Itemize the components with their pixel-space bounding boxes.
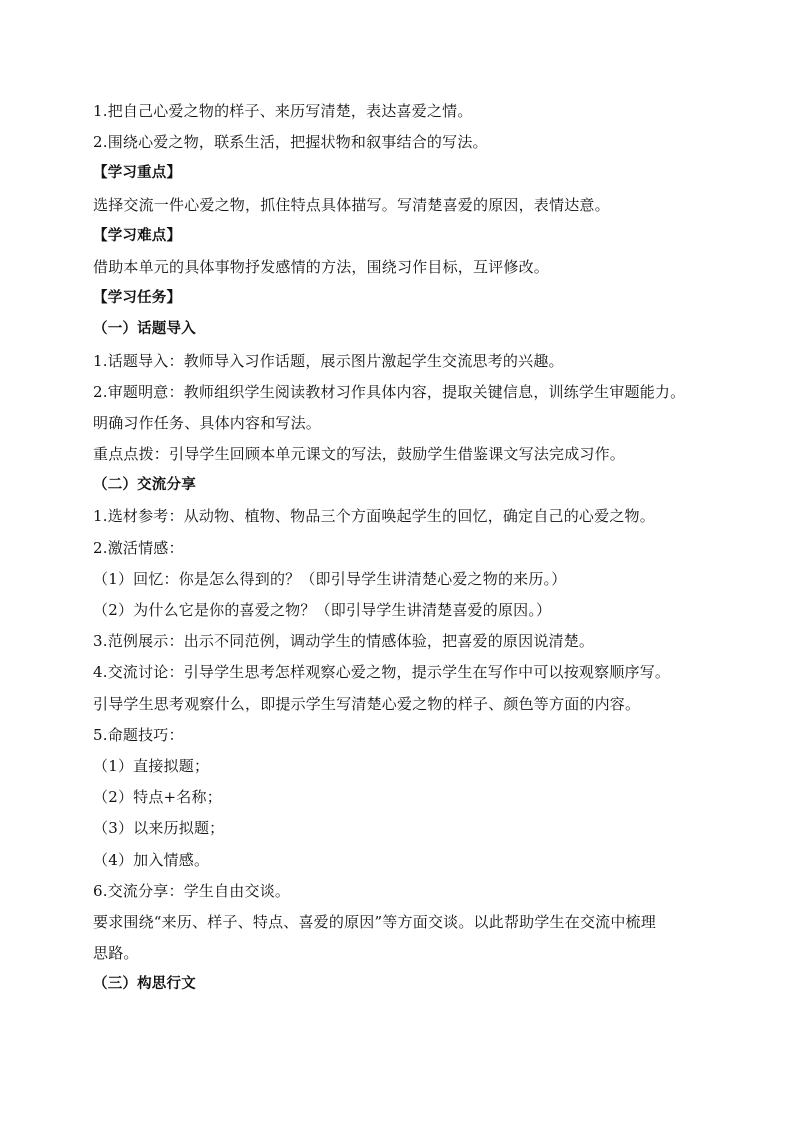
- section-2-item: 3.范例展示：出示不同范例，调动学生的情感体验，把喜爱的原因说清楚。: [93, 632, 595, 651]
- section-2-item: （2）为什么它是你的喜爱之物？（即引导学生讲清楚喜爱的原因。）: [93, 601, 552, 619]
- section-2-item: （1）直接拟题；: [93, 756, 210, 775]
- objective-2: 2.围绕心爱之物，联系生活，把握状物和叙事结合的写法。: [93, 133, 488, 152]
- section-2-item: 1.选材参考：从动物、植物、物品三个方面唤起学生的回忆，确定自己的心爱之物。: [93, 507, 655, 526]
- section-3-title: （三）构思行文: [93, 976, 196, 993]
- section-2-item: 2.激活情感：: [93, 538, 184, 557]
- section-2-item: （2）特点+名称；: [93, 788, 222, 807]
- section-2-item: 5.命题技巧：: [93, 725, 184, 744]
- section-2-item: 6.交流分享：学生自由交谈。: [93, 881, 291, 900]
- objective-1: 1.把自己心爱之物的样子、来历写清楚，表达喜爱之情。: [93, 102, 473, 120]
- key-points-text: 选择交流一件心爱之物，抓住特点具体描写。写清楚喜爱的原因，表情达意。: [93, 195, 610, 214]
- key-points-heading: 【学习重点】: [93, 165, 182, 182]
- section-1-item: 明确习作任务、具体内容和写法。: [93, 413, 322, 432]
- section-2-item: （4）加入情感。: [93, 850, 210, 869]
- section-2-item: 要求围绕“来历、样子、特点、喜爱的原因”等方面交谈。以此帮助学生在交流中梳理: [93, 912, 656, 931]
- section-2-title: （二）交流分享: [93, 477, 196, 494]
- section-1-item: 1.话题导入：教师导入习作话题，展示图片激起学生交流思考的兴趣。: [93, 351, 564, 370]
- difficulties-heading: 【学习难点】: [93, 227, 182, 244]
- section-2-item: （1）回忆：你是怎么得到的？（即引导学生讲清楚心爱之物的来历。）: [93, 569, 567, 588]
- section-1-item: 重点点拨：引导学生回顾本单元课文的写法，鼓励学生借鉴课文写法完成习作。: [93, 445, 626, 464]
- section-2-item: 引导学生思考观察什么，即提示学生写清楚心爱之物的样子、颜色等方面的内容。: [93, 694, 641, 713]
- section-2-item: （3）以来历拟题；: [93, 819, 225, 838]
- section-1-item: 2.审题明意：教师组织学生阅读教材习作具体内容，提取关键信息，训练学生审题能力。: [93, 382, 686, 401]
- section-2-item: 4.交流讨论：引导学生思考怎样观察心爱之物，提示学生在写作中可以按观察顺序写。: [93, 663, 671, 682]
- tasks-heading: 【学习任务】: [93, 290, 182, 307]
- document-page: [93, 96, 713, 1000]
- section-2-item: 思路。: [93, 944, 139, 963]
- section-1-title: （一）话题导入: [93, 321, 196, 338]
- difficulties-text: 借助本单元的具体事物抒发感情的方法，围绕习作目标，互评修改。: [93, 257, 550, 276]
